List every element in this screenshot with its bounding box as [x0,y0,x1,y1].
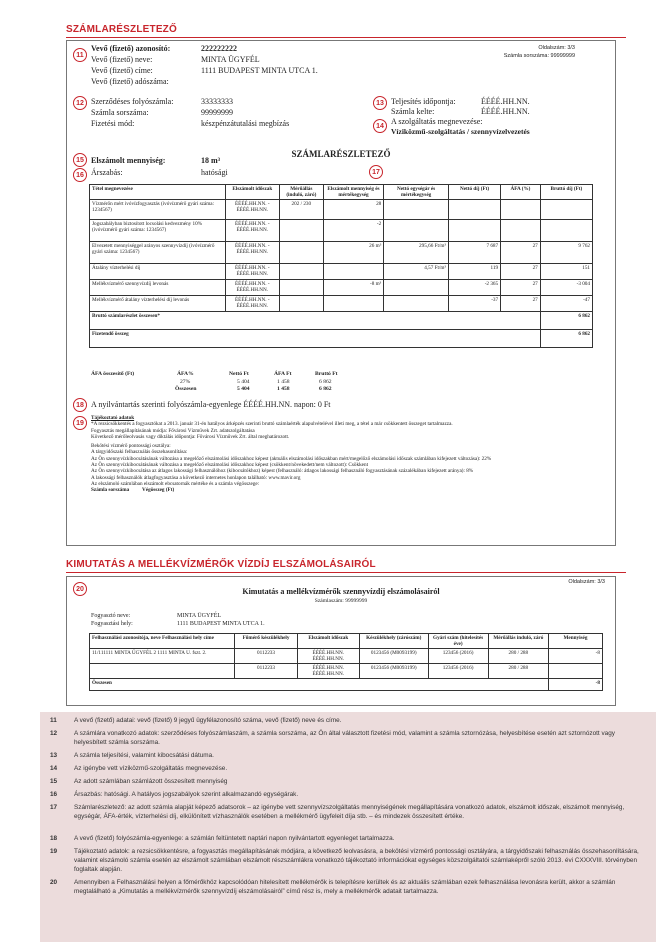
price-basis-value: hatósági [201,168,228,177]
item-unit-price [384,220,449,242]
item-vat [501,200,541,220]
contract-account-label: Szerződéses folyószámla: [91,97,174,106]
item-vat: 27 [501,280,541,296]
item-quantity [323,264,384,280]
contract-serial-label: Számla sorszáma: [91,108,149,117]
item-name: Mellékvízmérő szennyvízdíj levonás [90,280,226,296]
marker-18: 18 [73,398,87,412]
place-label: Fogyasztási hely: [91,621,133,627]
legend-number: 17 [50,804,58,811]
item-gross: -3 004 [540,280,592,296]
item-period: ÉÉÉÉ.HH.NN. - ÉÉÉÉ.HH.NN. [225,296,279,312]
legend-number: 15 [50,778,58,785]
item-net: 119 [448,264,500,280]
table-row [90,664,603,679]
section-title-submeter-statement: KIMUTATÁS A MELLÉKVÍZMÉRŐK VÍZDÍJ ELSZÁMOLÁSAIRÓL [66,559,376,570]
invoice-serial: Számla sorszáma: 99999999 [503,53,575,59]
item-unit-price: 4,57 Ft/m³ [384,264,449,280]
column-header: Bruttó díj (Ft) [540,185,592,200]
item-unit-price [384,200,449,220]
consumer-value: MINTA ÜGYFÉL [177,613,222,619]
column-header: Gyári szám (hitelesítés éve) [428,634,488,649]
table-row [90,264,593,280]
marker-17: 17 [369,165,383,179]
item-vat [501,220,541,242]
table-row [90,296,593,312]
marker-19: 19 [73,416,87,430]
buyer-id-value: 222222222 [201,44,237,53]
item-net: 7 687 [448,242,500,264]
note-line: Fogyasztás megállapításának módja: Fővárosi Vízművek Zrt. adatszolgáltatása [91,427,255,434]
vat-summary-label: ÁFA összesítő (Ft) [91,371,135,377]
legend-number: 20 [50,879,58,886]
device-place: 0123456 (M0093199) [359,664,428,679]
item-gross [540,220,592,242]
serial-number: 123456 (2016) [428,649,488,664]
note-line: Bekötési vízmérő pontossági osztálya: [91,443,171,450]
buyer-name-label: Vevő (fizető) neve: [91,55,153,64]
item-quantity: 28 [323,200,384,220]
item-period: ÉÉÉÉ.HH.NN. - ÉÉÉÉ.HH.NN. [225,280,279,296]
note-line: A tárgyidőszaki felhasználás összehasonlítása: [91,449,188,456]
buyer-address-label: Vevő (fizető) címe: [91,66,153,75]
submeter-statement-page [66,576,616,706]
vat-row-gross: 6 862 [319,379,332,385]
invoice-detail-table [89,184,593,348]
payable-value: 6 862 [540,330,592,348]
marker-13: 13 [373,96,387,110]
column-header: Készülékhely (zárószám) [359,634,428,649]
table-row [90,242,593,264]
quantity: -8 [548,649,602,664]
period: ÉÉÉÉ.HH.NN. ÉÉÉÉ.HH.NN. [297,664,359,679]
total-value: -8 [548,679,602,691]
item-gross [540,200,592,220]
item-net [448,220,500,242]
total-row [90,679,603,691]
item-gross: -47 [540,296,592,312]
table-row [90,200,593,220]
payment-method-label: Fizetési mód: [91,119,135,128]
page-number: Oldalszám: 3/3 [568,579,605,585]
notes-heading: Tájékoztató adatok [91,415,135,421]
issue-date-label: Számla kelte: [391,107,435,116]
table-header-row [90,634,603,649]
legend-number: 12 [50,730,58,737]
gross-total-row [90,312,593,330]
marker-16: 16 [73,168,87,182]
payable-label: Fizetendő összeg [90,330,541,348]
gross-total-value: 6 862 [540,312,592,330]
vat-total-net: 5 404 [237,386,250,392]
vat-header-net: Nettó Ft [229,371,249,377]
marker-20: 20 [73,582,87,596]
vat-header-gross: Bruttó Ft [315,371,338,377]
column-header: Mennyiség [548,634,602,649]
legend-text: A számlára vonatkozó adatok: szerződéses folyószámlaszám, a számla sorszáma, az Ön által választott fizetési mód, valamint a számla sztornózása, helyesbítése esetén azt sztornózott vagy helyesbített számla sorszáma. [74,730,615,746]
item-quantity [323,296,384,312]
buyer-address-value: 1111 BUDAPEST MINTA UTCA 1. [201,66,318,75]
legend-number: 14 [50,765,58,772]
item-period: ÉÉÉÉ.HH.NN. - ÉÉÉÉ.HH.NN. [225,242,279,264]
informative-notes [91,415,607,494]
marker-14: 14 [373,119,387,133]
vat-row-net: 5 404 [237,379,250,385]
buyer-tax-label: Vevő (fizető) adószáma: [91,77,169,86]
item-meter [279,220,323,242]
gross-total-label: Bruttó számlarészlet összesen* [90,312,541,330]
legend-text: Az igénybe vett víziközmű-szolgáltatás megnevezése. [74,765,228,772]
contract-account-value: 33333333 [201,97,233,106]
device-place: 0123456 (M0093199) [359,649,428,664]
page-number: Oldalszám: 3/3 [538,45,575,51]
legend-text: Az adott számlában számlázott összesített mennyiség [74,778,228,785]
item-net: -37 [448,296,500,312]
vat-total-gross: 6 862 [319,386,332,392]
vat-row-rate: 27% [180,379,191,385]
legend-text: A vevő (fizető) adatai: vevő (fizető) 9 jegyű ügyfélazonosító száma, vevő (fizető) neve és címe. [74,717,342,724]
note-line: Az Ön szennyvízkibocsátásának változása a megelőző elszámolási időszakhoz képest (csökkent/növekedett/nem változott): Csökkent [91,462,369,469]
submeter-table [89,633,603,691]
period: ÉÉÉÉ.HH.NN. ÉÉÉÉ.HH.NN. [297,649,359,664]
item-name: Átalány vízterhelési díj [90,264,226,280]
item-vat: 27 [501,264,541,280]
note-line: Az Ön szennyvízkibocsátásának változása a megelőző elszámolási időszakhoz képest (aktuális elszámolási időszakban mért/megelőző elszámolási időszak számlában kifejezett változása): 22% [91,455,492,462]
statement-serial: Számlaszám: 99999999 [314,598,368,604]
fulfilment-date-value: ÉÉÉÉ.HH.NN. [481,97,530,106]
legend-text: Tájékoztató adatok: a rezsicsökkentésre, a fogyasztás megállapításának módjára, a következő leolvasásra, a bekötési vízmérő pontossági osztályára, a tárgyidőszaki felhasználás összehasonlítására, valamint elszámoló számla esetén az elszámolt számlában elszámolt részszámlákra vonatkozó tájékoztató információkat egységes közszolgáltatói számlaképről szóló 2013. évi CXXXVIII. törvényben foglaltak alapján. [74,848,639,873]
item-meter: 202 / 230 [279,200,323,220]
column-header: ÁFA (%) [501,185,541,200]
marker-11: 11 [73,48,87,62]
vat-header-vat: ÁFA Ft [274,371,292,377]
item-meter [279,296,323,312]
detail-heading: SZÁMLARÉSZLETEZŐ [291,149,391,159]
item-quantity: 26 m³ [323,242,384,264]
column-header: Mérőállás induló, záró [488,634,548,649]
note-line: *A rezsicsökkentés a fogyasztókat a 2013. január 31-én hatályos árképzés szerinti bruttó számlaérték alapulvételével illeti meg, a tétel a már csökkentett összeget tartalmazza. [91,421,453,428]
fulfilment-date-label: Teljesítés időpontja: [391,97,456,106]
legend-number: 11 [50,717,57,724]
contract-serial-value: 99999999 [201,108,233,117]
column-header: Nettó díj (Ft) [448,185,500,200]
table-row [90,220,593,242]
service-label: A szolgáltatás megnevezése: [391,117,483,126]
legend-text: Ársazbás: hatósági. A hatályos jogszabályok szerint alkalmazandó egységárak. [74,791,299,798]
section-divider [66,572,626,573]
vat-total-label: Összesen [175,386,197,392]
main-meter: 0112233 [235,649,297,664]
note-line: Számla sorszáma Végösszeg (Ft) [91,487,175,494]
buyer-id-label: Vevő (fizető) azonosító: [91,44,171,53]
item-vat: 27 [501,242,541,264]
quantity-value: 18 m³ [201,156,221,165]
legend-number: 18 [50,835,58,842]
main-meter: 0112233 [235,664,297,679]
item-gross: 9 762 [540,242,592,264]
column-header: Felhasználási azonosítója, neve Felhasználási hely címe [90,634,235,649]
service-value: Víziközmű-szolgáltatás / szennyvízelvezetés [391,127,530,136]
item-name: Vízmérőn mért ivóvízfogyasztás (ivóvízmérő gyári száma: 1234567) [90,200,226,220]
invoice-detail-page [66,40,616,546]
item-meter [279,264,323,280]
column-header: Elszámolt mennyiség és mértékegység [323,185,384,200]
item-period: ÉÉÉÉ.HH.NN. - ÉÉÉÉ.HH.NN. [225,220,279,242]
total-label: Összesen [90,679,549,691]
column-header: Tétel megnevezése [90,185,226,200]
meter-reading: 280 / 288 [488,664,548,679]
note-line: Az Ön szennyvízkibocsátása az átlagos lakossági felhasználóhoz (kibocsátókhoz) képest (felhasználó: átlagos lakossági felhasználó fogyasztásának százalékában kifejezett aránya): 8% [91,468,474,475]
item-name: Elvezetett mennyiséggel arányos szennyvízdíj (ivóvízmérő gyári száma: 1234567) [90,242,226,264]
item-period: ÉÉÉÉ.HH.NN. - ÉÉÉÉ.HH.NN. [225,264,279,280]
column-header: Elszámolt időszak [225,185,279,200]
serial-number: 123456 (2016) [428,664,488,679]
note-line: Következő mérőleolvasás vagy diktálás időpontja: Fővárosi Vízművek Zrt. által meghatározott. [91,433,290,440]
item-net [448,200,500,220]
item-unit-price [384,296,449,312]
place-value: 1111 BUDAPEST MINTA UTCA 1. [177,621,265,627]
marker-12: 12 [73,96,87,110]
legend-text: A számla teljesítési, valamint kibocsátási dátuma. [74,752,214,759]
column-header: Nettó egységár és mértékegység [384,185,449,200]
legend-text: Amennyiben a Felhasználási helyen a főmérőkhöz kapcsolódóan hitelesített mellékmérők is telepítésre kerültek és az aktuális számlában ezek felhasználása levonásra került, akkor a számlán megtalálható a „Kimutatás a mellékvízmérők szennyvízdíj elszámolásairól” című rész is, mely a mellékmérők adatait tartalmazza. [74,879,616,895]
column-header: Mérőállás (induló, záró) [279,185,323,200]
item-quantity: -8 m³ [323,280,384,296]
note-line: Az elszámoló számlában elszámolt ebcsatornák mértéke és a számla végösszege: [91,480,260,487]
table-header-row [90,185,593,200]
column-header: Elszámolt időszak [297,634,359,649]
quantity-label: Elszámolt mennyiség: [91,156,166,165]
section-title-invoice-detail: SZÁMLARÉSZLETEZŐ [66,24,177,35]
vat-header-rate: ÁFA% [177,371,194,377]
legend-number: 16 [50,791,58,798]
marker-15: 15 [73,153,87,167]
payment-method-value: készpénzátutalási megbízás [201,119,290,128]
explanation-legend [40,712,656,942]
section-divider [66,37,626,38]
item-unit-price [384,280,449,296]
table-row [90,649,603,664]
item-meter [279,242,323,264]
item-net: -2 365 [448,280,500,296]
buyer-name-value: MINTA ÜGYFÉL [201,55,260,64]
column-header: Főmérő készülékhely [235,634,297,649]
payable-row [90,330,593,348]
statement-heading: Kimutatás a mellékvízmérők szennyvízdíj elszámolásairól [242,587,440,596]
legend-text: A vevő (fizető) folyószámla-egyenlege: a számlán feltüntetett naptári napon nyilvántartott egyenleget tartalmazza. [74,835,395,842]
item-meter [279,280,323,296]
item-quantity: -2 [323,220,384,242]
item-period: ÉÉÉÉ.HH.NN. - ÉÉÉÉ.HH.NN. [225,200,279,220]
item-name: Mellékvízmérő átalány vízterhelési díj levonás [90,296,226,312]
table-row [90,280,593,296]
legend-number: 19 [50,848,58,855]
issue-date-value: ÉÉÉÉ.HH.NN. [481,107,530,116]
account-balance: A nyilvántartás szerinti folyószámla-egyenlege ÉÉÉÉ.HH.NN. napon: 0 Ft [91,400,331,409]
consumer-label: Fogyasztó neve: [91,613,131,619]
meter-reading: 280 / 288 [488,649,548,664]
note-line: A lakossági felhasználók átlagfogyasztása a következő internetes honlapon található: www.mavir.org [91,474,301,481]
submeter-user: 11/111111 MINTA ÜGYFÉL 2 1111 MINTA U. fszt. 2. [90,649,235,664]
item-name: Jogszabályban biztosított locsolási kedvezmény 10% (ivóvízmérő gyári száma: 1234567) [90,220,226,242]
quantity [548,664,602,679]
legend-number: 13 [50,752,58,759]
item-unit-price: 295,66 Ft/m³ [384,242,449,264]
price-basis-label: Árszabás: [91,168,123,177]
vat-total-vat: 1 458 [277,386,290,392]
item-gross: 151 [540,264,592,280]
item-vat: 27 [501,296,541,312]
submeter-user [90,664,235,679]
vat-row-vat: 1 458 [277,379,290,385]
legend-text: Számlarészletező: az adott számla alapját képező adatsorok – az igénybe vett szennyvízszolgáltatás mennyiségének megállapítására vonatkozó adatok, elszámolt időszak, elszámolt mennyiség, egységár, ÁFA-érték, vízterhelési díj, elkülönített vízhasználók esetében a mellékmérő ügyfeleit díja stb. – és mindezek összesített értéke. [74,804,625,820]
